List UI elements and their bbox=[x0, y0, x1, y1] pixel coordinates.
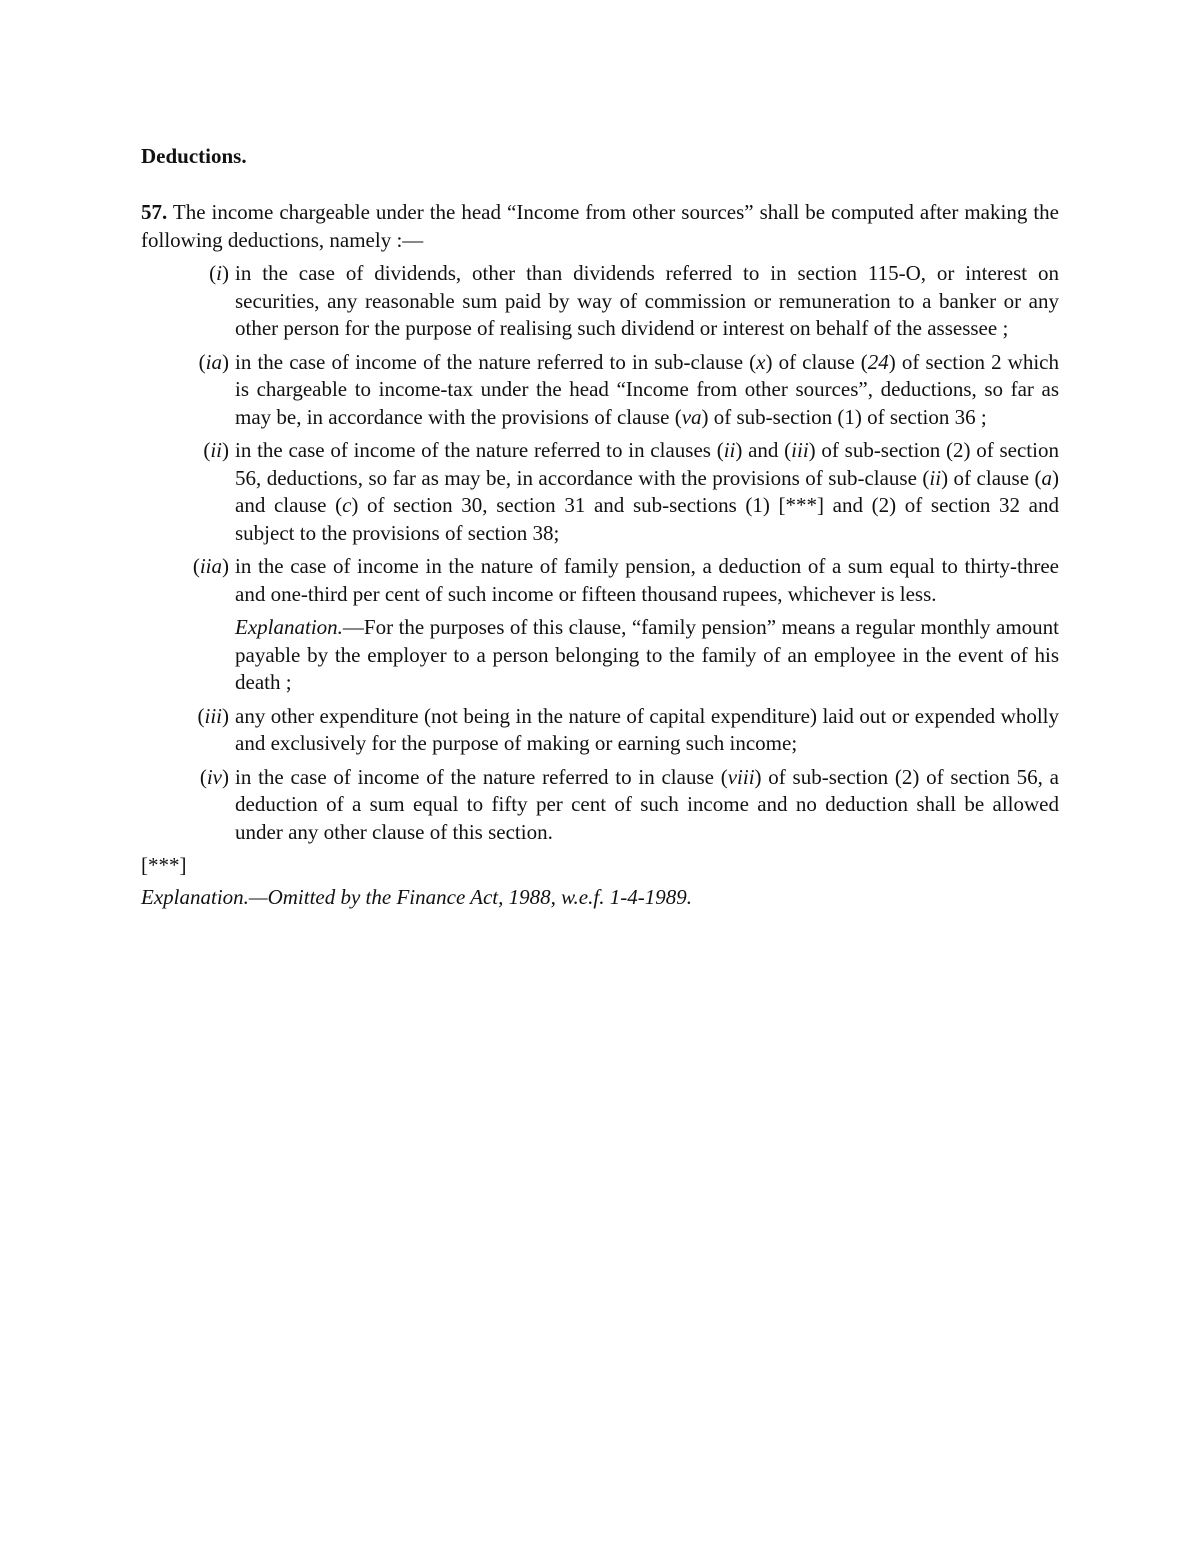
omitted-marker: [***] bbox=[141, 853, 187, 877]
clause-item bbox=[141, 764, 1059, 847]
section-intro-text: The income chargeable under the head “Income from other sources” shall be computed after making the following deductions, namely :— bbox=[141, 200, 1059, 252]
clause-label: (iv) bbox=[199, 764, 229, 789]
clause-list-continued bbox=[141, 703, 1059, 847]
clause-item bbox=[141, 553, 1059, 608]
clause-item bbox=[141, 349, 1059, 432]
clause-text: in the case of dividends, other than dividends referred to in section 115-O, or interest on securities, any reasonable sum paid by way of commission or remuneration to a banker or any other person for the purpose of realising such dividend or interest on behalf of the assessee ; bbox=[235, 261, 1059, 340]
clause-list bbox=[141, 260, 1059, 608]
clause-label: (i) bbox=[209, 261, 229, 285]
clause-item bbox=[141, 703, 1059, 758]
explanation-family-pension bbox=[141, 614, 1059, 697]
clause-item bbox=[141, 260, 1059, 343]
clause-text: in the case of income of the nature referred to in sub-clause (x) of clause (24) of section 2 which is chargeable to income-tax under the head “Income from other sources”, deductions, so far as may be, in accordance with the provisions of clause (va) of sub-section (1) of section 36 ; bbox=[235, 349, 1060, 429]
clause-label: (ii) bbox=[203, 438, 229, 462]
clause-text: any other expenditure (not being in the nature of capital expenditure) laid out or expended wholly and exclusively for the purpose of making or earning such income; bbox=[235, 703, 1059, 755]
section-heading: Deductions. bbox=[141, 144, 247, 168]
section-number: 57. bbox=[141, 200, 168, 224]
clause-text: in the case of income of the nature referred to in clause (viii) of sub-section (2) of section 56, a deduction of a sum equal to fifty per cent of such income and no deduction shall be allowed under any other clause of this section. bbox=[235, 764, 1059, 844]
clause-label: (iii) bbox=[197, 703, 229, 728]
footer-note: Explanation.—Omitted by the Finance Act, 1988, w.e.f. 1-4-1989. bbox=[141, 884, 692, 909]
clause-text: in the case of income in the nature of family pension, a deduction of a sum equal to thirty-three and one-third per cent of such income or fifteen thousand rupees, whichever is less. bbox=[235, 554, 1059, 606]
explanation-label: Explanation. bbox=[235, 615, 343, 639]
clause-label: (ia) bbox=[198, 349, 229, 374]
clause-text: in the case of income of the nature referred to in clauses (ii) and (iii) of sub-section (2) of section 56, deductions, so far as may be, in accordance with the provisions of sub-clause (ii) of clause (a) and clause (c) of section 30, section 31 and sub-sections (1) [***] and (2) of section 32 and subject to the provisions of section 38; bbox=[235, 438, 1059, 545]
clause-label: (iia) bbox=[192, 554, 229, 578]
section-intro bbox=[141, 199, 1059, 254]
document-page bbox=[141, 140, 1059, 911]
explanation-text: —For the purposes of this clause, “family pension” means a regular monthly amount payable by the employer to a person belonging to the family of an employee in the event of his death ; bbox=[235, 615, 1059, 694]
clause-item bbox=[141, 437, 1059, 547]
